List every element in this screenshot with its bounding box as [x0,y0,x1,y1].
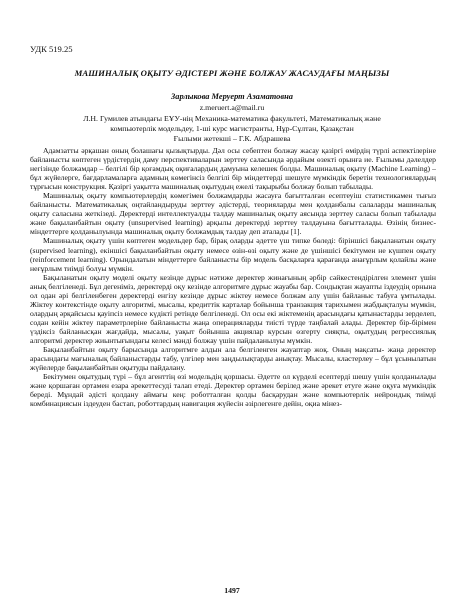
author-name: Зарлыкова Меруерт Азаматовна [171,92,293,101]
paper-title: МАШИНАЛЫҚ ОҚЫТУ ӘДІСТЕРІ ЖӘНЕ БОЛЖАУ ЖАСАУДАҒЫ МАҢЫЗЫ [74,68,390,78]
supervisor-line: Ғылыми жетекші – Г.К. Абдрашева [173,133,291,143]
page-number: 1497 [224,586,240,595]
affiliation-line: компьютерлік модельдеу, 1-ші курс магистранты, Нұр-Сұлтан, Қазақстан [110,123,354,133]
affiliation [28,114,436,144]
author-email: z.meruert.a@mail.ru [199,103,265,112]
paragraph: Бақыланатын оқыту моделі оқыту кезінде дұрыс нәтиже деректер жинағының әрбір сәйкестендірілген элемент үшін анық белгіленеді. Бұл дегеніміз, деректерді оқу кезінде алгоритмге дұрыс жауабы бар. Сондықтан жауапты іздеудің орнына ол одан әрі белгіленбеген деректерді енгізу кезінде дұрыс жіктеу немесе болжам алу үшін байланыс табуға ұмтылады. Жіктеу контекстінде оқыту алгоритмі, мысалы, кредиттік карталар бойынша транзакция тарихымен жабдықталуы мүмкін, олардың әрқайсысы қауіпсіз немесе күдікті ретінде белгіленеді. Ол осы екі жіктеменің арасындағы қатынастарды зерделеп, содан кейін жіктеу параметрлеріне байланысты жаңа операцияларды тиісті түрде таңбалай алады. Деректер бір-бірімен үздіксіз байланысқан жағдайда, мысалы, уақыт бойынша акциялар курсын өзгерту сияқты, оқытудың регрессиялық алгоритмі деректер жиынтығындағы келесі мәнді болжау үшін пайдаланылуы мүмкін. [30,272,436,345]
body-text [30,146,436,408]
paragraph: Бақыланбайтын оқыту барысында алгоритмге алдын ала белгіленген жауаптар жоқ. Оның мақсаты- жаңа деректер арасындағы мағыналық байланыстарды табу, үлгілер мен заңдылықтарды анықтау. Мысалы, кластерлеу – бұл ұсынылатын жүйелерде бақыланбайтын оқытуды пайдалану. [30,345,436,373]
paragraph: Машиналық оқыту үшін көптеген модельдер бар, бірақ оларды әдетте үш типке бөледі: біріншісі бақыланатын оқыту (supervised learning), екіншісі бақыланбайтын оқыту немесе өзін-өзі оқыту және де үшіншісі бекітумен не күшпен оқыту (reinforcement learning). Орындалатын міндеттерге байланысты бір модель басқаларға қарағанда анағұрлым қолайлы және неғұрлым тиімді болуы мүмкін. [30,236,436,273]
paragraph: Бекітумен оқытудың түрі – бұл агенттің өзі модельдің қоршасы. Әдетте ол күрделі есептерді шешу үшін қолданылады және қоршаған ортамен езара әрекеттесуді талап етеді. Деректер ортамен берілед және әрекет етуге және оқуға мүмкіндік береді. Мұндай әдісті қолдану аймағы кең: роботталған қолды басқарудан және компьютерлік нейрондық тиімді комбинациясын іздеуден бастап, роботтардың навигация жүйесін әзірлегенге дейін, оқиа мінез- [30,372,436,409]
paragraph: Машиналық оқыту компьютерлердің көмегімен болжамдарды жасауға бағытталған есептеуіш статистикамен тығыз байланысты. Математикалық оңтайландыруды зерттеу әдістерді, теорияларды мен қолданбалы салаларды машиналық оқыту саласына жеткізеді. Деректерді интеллектуалды талдау машиналық оқыту аясында зерттеу саласы болып табылады және бақыланбайтын оқыту (unsupervised learning) арқылы деректерді зерттеу талдауына бағытталады. Өзінің бизнес-міндеттерге қолданылуында машиналық оқыту болжамдық талдау деп аталады [1]. [30,191,436,237]
udc-code: УДК 519.25 [30,44,73,54]
affiliation-line: Л.Н. Гумилев атындағы ЕҰУ-нің Механика-математика факультеті, Математикалық және [83,114,381,123]
paragraph: Адамзатты әрқашан оның болашағы қызықтырды. Дәл осы себептен болжау жасау қазіргі өмірдің түрлі аспектілеріне байланысты көптеген үрдістердің даму перспективаларын зерттеу саласында әрдайым өзекті орынға ие. Ғылымы дәлелдер негізінде болжамдар – белгілі бір қоғамдық оқиғалардың дамуына келешек болды. Машиналық оқыту (Machine Learning) – бұл жүйелерге, бағдарламаларға адамның көмегінсіз белгілі бір міндеттерді шешуге мүмкіндік беретін технологиялардың тұрғысын конструкция. Қазіргі уақытта машиналық оқытудың ежелі тақырыбы болжау болып табылады. [30,146,436,192]
